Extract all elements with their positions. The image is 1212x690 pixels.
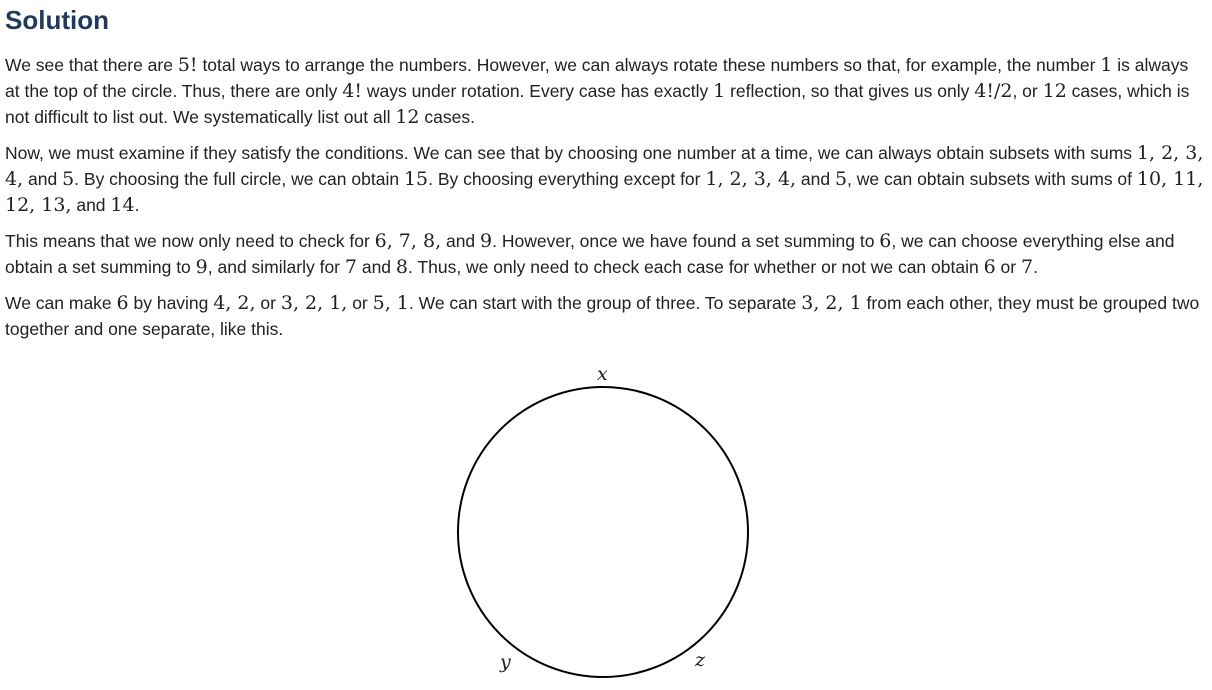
text: This means that we now only need to check for (5, 231, 375, 251)
math: 14 (110, 194, 135, 216)
text: . By choosing everything except for (428, 169, 706, 189)
text: Now, we must examine if they satisfy the conditions. We can see that by choosing one number at a time, we can always obtain subsets with sums (5, 143, 1137, 163)
text: , we can choose everything else and obtain a set summing to (5, 231, 1175, 277)
text: . However, once we have found a set summing to (492, 231, 880, 251)
text: . By choosing the full circle, we can obtain (74, 169, 404, 189)
math: 1, 2, 3, 4, (5, 142, 1204, 190)
text: We see that there are (5, 55, 178, 75)
math: 6 (116, 292, 129, 314)
math: 5, 1 (372, 292, 409, 314)
circle-diagram (445, 356, 765, 686)
text: and (356, 257, 396, 277)
math: 4! (342, 80, 362, 102)
math: 10, 11, 12, 13, (5, 168, 1204, 216)
text: or (255, 293, 281, 313)
math: 4, 2, (213, 292, 256, 314)
text: and (796, 169, 835, 189)
text: and (71, 195, 111, 215)
math: 8 (395, 256, 408, 278)
text: , and similarly for (207, 257, 345, 277)
text: or (995, 257, 1021, 277)
text: is always at the top of the circle. Thus, there are only (5, 55, 1189, 101)
math: 6 (879, 230, 892, 252)
text: and (441, 231, 481, 251)
math: 4!/2 (974, 80, 1013, 102)
text: . (1033, 257, 1038, 277)
text: reflection, so that gives us only (725, 81, 975, 101)
text: , or (1012, 81, 1043, 101)
text: by having (128, 293, 214, 313)
math: 3, 2, 1, (280, 292, 348, 314)
math: 6 (983, 256, 996, 278)
math: 9 (195, 256, 208, 278)
math: 5! (177, 54, 198, 76)
math: 1 (1100, 54, 1113, 76)
math: 15 (403, 168, 429, 190)
solution-heading: Solution (5, 5, 109, 35)
text: , we can obtain subsets with sums of (847, 169, 1137, 189)
text: from each other, they must be grouped two together and one separate, like this. (5, 293, 1200, 339)
math: 5 (62, 168, 75, 190)
text: cases. (419, 107, 475, 127)
paragraph-4 (5, 290, 1205, 342)
text: . Thus, we only need to check each case for whether or not we can obtain (408, 257, 984, 277)
math: 12 (1042, 80, 1067, 102)
label-right: z (695, 649, 706, 671)
math: 5 (834, 168, 848, 190)
paragraph-3 (5, 228, 1205, 280)
paragraph-2 (5, 140, 1205, 218)
text: ways under rotation. Every case has exactly (361, 81, 714, 101)
math: 3, 2, 1 (801, 292, 862, 314)
circle (458, 387, 748, 677)
text: We can make (5, 293, 117, 313)
text: cases, which is not difficult to list out. We systematically list out all (5, 81, 1190, 127)
label-top: x (597, 363, 608, 385)
math: 6, 7, 8, (374, 230, 442, 252)
text: and (23, 169, 63, 189)
text: . We can start with the group of three. To separate (408, 293, 802, 313)
math: 7 (344, 256, 357, 278)
text: . (134, 195, 140, 215)
math: 1 (713, 80, 726, 102)
math: 7 (1020, 256, 1034, 278)
math: 12 (395, 106, 420, 128)
paragraph-1 (5, 52, 1205, 130)
text: total ways to arrange the numbers. However, we can always rotate these numbers so that, for example, the number (197, 55, 1101, 75)
text: or (347, 293, 373, 313)
label-left: y (500, 651, 511, 673)
math: 9 (480, 230, 493, 252)
math: 1, 2, 3, 4, (705, 168, 796, 190)
